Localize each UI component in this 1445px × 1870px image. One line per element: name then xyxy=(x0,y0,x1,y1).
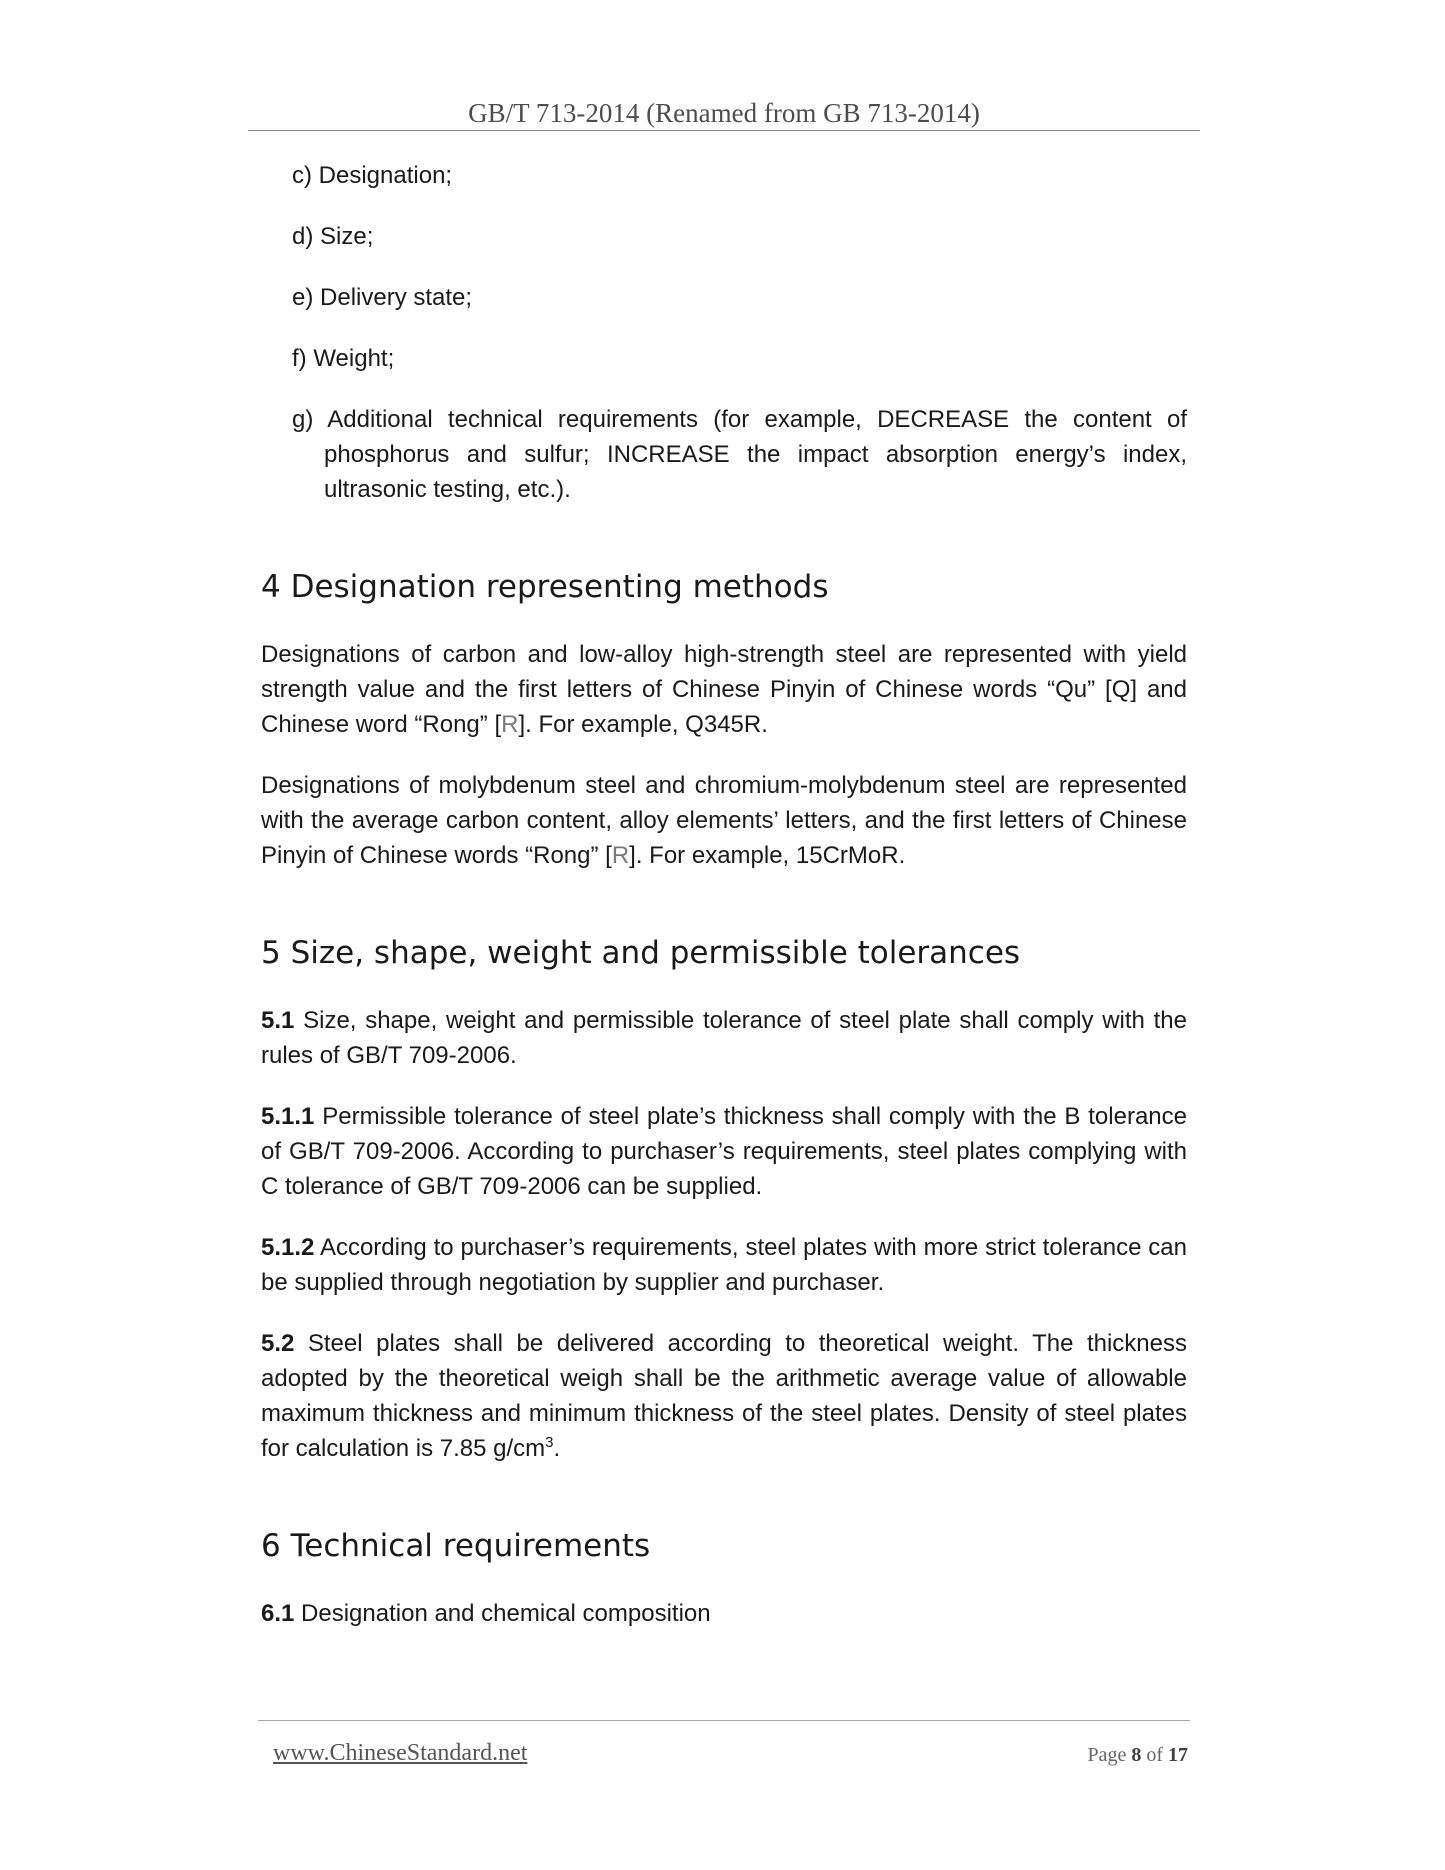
clause-number: 5.1.1 xyxy=(261,1103,315,1130)
page-number: Page 8 of 17 xyxy=(1087,1744,1188,1766)
list-item: c) Designation; xyxy=(292,162,453,189)
list-item: f) Weight; xyxy=(292,345,395,372)
clause-number: 5.1.2 xyxy=(261,1234,315,1261)
website-link[interactable]: www.ChineseStandard.net xyxy=(273,1740,528,1766)
page-header xyxy=(248,96,1200,131)
section-4-paragraph-1: Designations of carbon and low-alloy high-strength steel are represented with yield strength value and the first letters of Chinese Pinyin of Chinese words “Qu” [Q] and Chinese word “Rong” [R]. For example, Q345R. xyxy=(261,641,1187,738)
section-4-paragraph-2: Designations of molybdenum steel and chromium-molybdenum steel are represented with the average carbon content, alloy elements’ letters, and the first letters of Chinese Pinyin of Chinese words “Rong” [R]. For example, 15CrMoR. xyxy=(261,772,1187,869)
clause-number: 5.2 xyxy=(261,1330,295,1357)
clause-5-1-2: 5.1.2 According to purchaser’s requirements, steel plates with more strict tolerance can be supplied through negotiation by supplier and purchaser. xyxy=(261,1234,1187,1296)
footer-divider xyxy=(258,1720,1190,1721)
list-item: d) Size; xyxy=(292,223,374,250)
clause-5-2: 5.2 Steel plates shall be delivered according to theoretical weight. The thickness adopted by the theoretical weigh shall be the arithmetic average value of allowable maximum thickness and minimum thickness of the steel plates. Density of steel plates for calculation is 7.85 $g/cm^3$. xyxy=(261,1330,1187,1462)
list-item: g) Additional technical requirements (for example, DECREASE the content of phosphorus and sulfur; INCREASE the impact absorption energy’s index, ultrasonic testing, etc.). xyxy=(292,406,1187,503)
clause-5-1: 5.1 Size, shape, weight and permissible tolerance of steel plate shall comply with the rules of GB/T 709-2006. xyxy=(261,1007,1187,1069)
clause-number: 5.1 xyxy=(261,1007,295,1034)
clause-number: 6.1 xyxy=(261,1600,295,1627)
clause-6-1: 6.1 Designation and chemical composition xyxy=(261,1600,711,1627)
section-6-heading: 6 Technical requirements xyxy=(261,1528,651,1564)
list-item: e) Delivery state; xyxy=(292,284,473,311)
document-title: GB/T 713-2014 (Renamed from GB 713-2014) xyxy=(468,98,980,128)
document-body xyxy=(261,158,1187,1657)
section-5-heading: 5 Size, shape, weight and permissible tolerances xyxy=(261,935,1021,971)
section-4-heading: 4 Designation representing methods xyxy=(261,569,829,605)
clause-5-1-1: 5.1.1 Permissible tolerance of steel plate’s thickness shall comply with the B tolerance of GB/T 709-2006. According to purchaser’s requirements, steel plates complying with C tolerance of GB/T 709-2006 can be supplied. xyxy=(261,1103,1187,1200)
